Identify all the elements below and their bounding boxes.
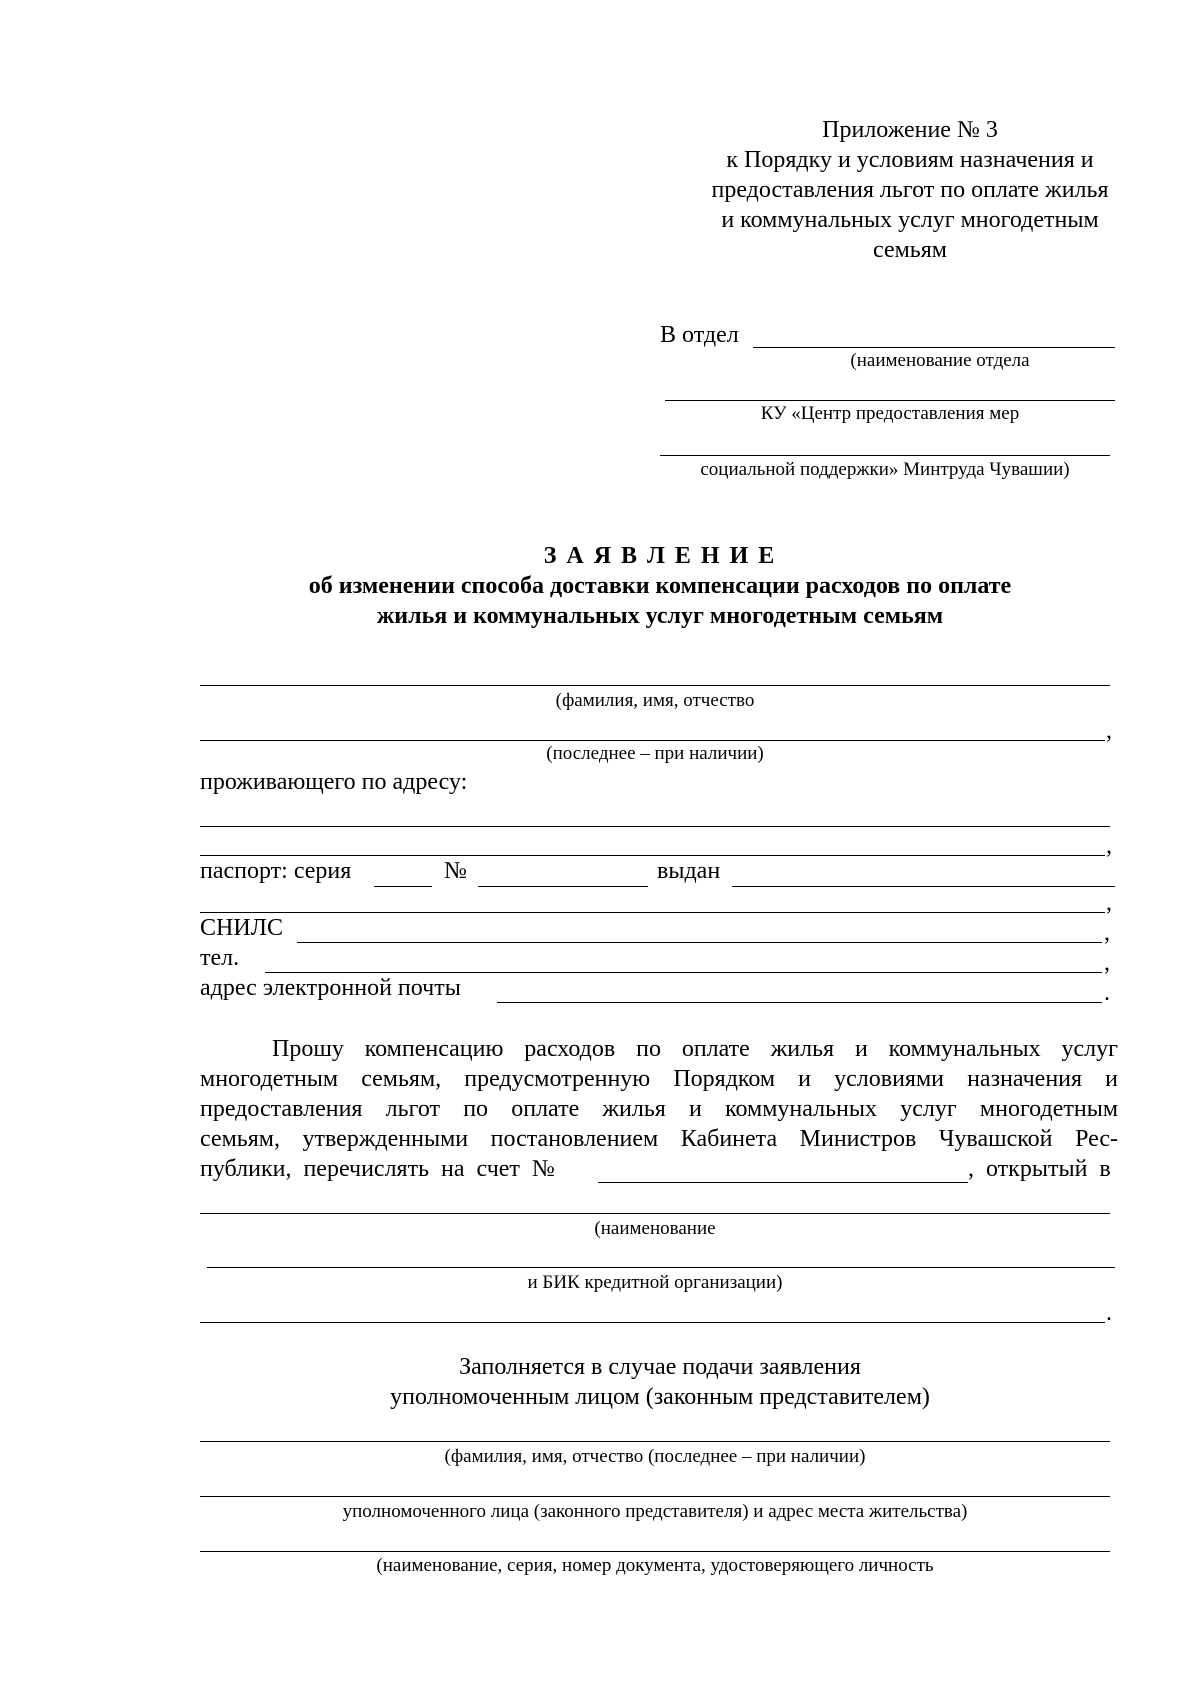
snils-label: СНИЛС bbox=[200, 915, 283, 941]
representative-document-field[interactable] bbox=[200, 1551, 1110, 1552]
request-line-5-end: , открытый в bbox=[968, 1156, 1111, 1182]
address-field-1[interactable] bbox=[200, 826, 1110, 827]
fio-caption: (фамилия, имя, отчество bbox=[555, 690, 755, 711]
request-line-1: Прошу компенсацию расходов по оплате жилья и коммунальных услуг bbox=[272, 1036, 1118, 1062]
title-subtitle-1: об изменении способа доставки компенсации расходов по оплате bbox=[308, 573, 1012, 599]
passport-number-field[interactable] bbox=[478, 886, 648, 887]
representative-heading-2: уполномоченным лицом (законным представителем) bbox=[390, 1384, 930, 1410]
representative-address-field[interactable] bbox=[200, 1496, 1110, 1497]
address-comma: , bbox=[1106, 833, 1112, 859]
request-line-2: многодетным семьям, предусмотренную Порядком и условиями назначения и bbox=[200, 1066, 1118, 1092]
address-field-2[interactable] bbox=[200, 855, 1105, 856]
phone-field[interactable] bbox=[265, 972, 1102, 973]
email-label: адрес электронной почты bbox=[200, 975, 461, 1001]
appendix-line-1: Приложение № 3 bbox=[822, 117, 998, 143]
department-name-field[interactable] bbox=[753, 347, 1115, 348]
representative-caption-2: уполномоченного лица (законного представителя) и адрес места жительства) bbox=[342, 1501, 968, 1522]
passport-issued-field-2[interactable] bbox=[200, 912, 1105, 913]
representative-caption-1: (фамилия, имя, отчество (последнее – при наличии) bbox=[444, 1446, 866, 1467]
passport-series-field[interactable] bbox=[374, 886, 432, 887]
email-field[interactable] bbox=[497, 1002, 1102, 1003]
request-line-5-start: публики, перечислять на счет № bbox=[200, 1156, 555, 1182]
title-heading: З А Я В Л Е Н И Е bbox=[543, 543, 777, 569]
bank-bik-field-2[interactable] bbox=[200, 1322, 1105, 1323]
title-subtitle-2: жилья и коммунальных услуг многодетным семьям bbox=[376, 603, 944, 629]
snils-field[interactable] bbox=[297, 942, 1102, 943]
fio-caption-2: (последнее – при наличии) bbox=[546, 743, 764, 764]
passport-series-label: паспорт: серия bbox=[200, 858, 352, 884]
ministry-caption: социальной поддержки» Минтруда Чувашии) bbox=[700, 459, 1070, 480]
request-line-4: семьям, утвержденными постановлением Кабинета Министров Чувашской Рес- bbox=[200, 1126, 1118, 1152]
bank-period: . bbox=[1106, 1300, 1112, 1326]
snils-comma: , bbox=[1104, 920, 1110, 946]
passport-issued-field[interactable] bbox=[732, 886, 1115, 887]
department-name-field-2[interactable] bbox=[665, 400, 1115, 401]
department-caption: (наименование отдела bbox=[850, 350, 1030, 371]
to-department-label: В отдел bbox=[660, 322, 739, 348]
email-period: . bbox=[1104, 980, 1110, 1006]
request-line-3: предоставления льгот по оплате жилья и коммунальных услуг многодетным bbox=[200, 1096, 1118, 1122]
representative-heading-1: Заполняется в случае подачи заявления bbox=[459, 1354, 861, 1380]
center-caption: КУ «Центр предоставления мер bbox=[760, 403, 1020, 424]
bank-bik-field[interactable] bbox=[207, 1267, 1115, 1268]
appendix-line-3: предоставления льгот по оплате жилья bbox=[711, 177, 1109, 203]
representative-caption-3: (наименование, серия, номер документа, удостоверяющего личность bbox=[376, 1555, 934, 1576]
phone-label: тел. bbox=[200, 945, 240, 971]
department-name-field-3[interactable] bbox=[660, 455, 1110, 456]
bank-name-field[interactable] bbox=[200, 1213, 1110, 1214]
appendix-line-5: семьям bbox=[873, 237, 947, 263]
passport-number-label: № bbox=[444, 858, 467, 884]
bank-caption-1: (наименование bbox=[594, 1218, 716, 1239]
passport-issued-label: выдан bbox=[657, 858, 721, 884]
account-number-field[interactable] bbox=[598, 1182, 968, 1183]
fio-field-2[interactable] bbox=[200, 740, 1105, 741]
passport-comma: , bbox=[1106, 890, 1112, 916]
phone-comma: , bbox=[1104, 950, 1110, 976]
representative-fio-field[interactable] bbox=[200, 1441, 1110, 1442]
address-label: проживающего по адресу: bbox=[200, 769, 468, 795]
fio-comma: , bbox=[1106, 718, 1112, 744]
bank-caption-2: и БИК кредитной организации) bbox=[527, 1272, 783, 1293]
appendix-line-4: и коммунальных услуг многодетным bbox=[721, 207, 1099, 233]
fio-field[interactable] bbox=[200, 685, 1110, 686]
appendix-line-2: к Порядку и условиям назначения и bbox=[726, 147, 1094, 173]
